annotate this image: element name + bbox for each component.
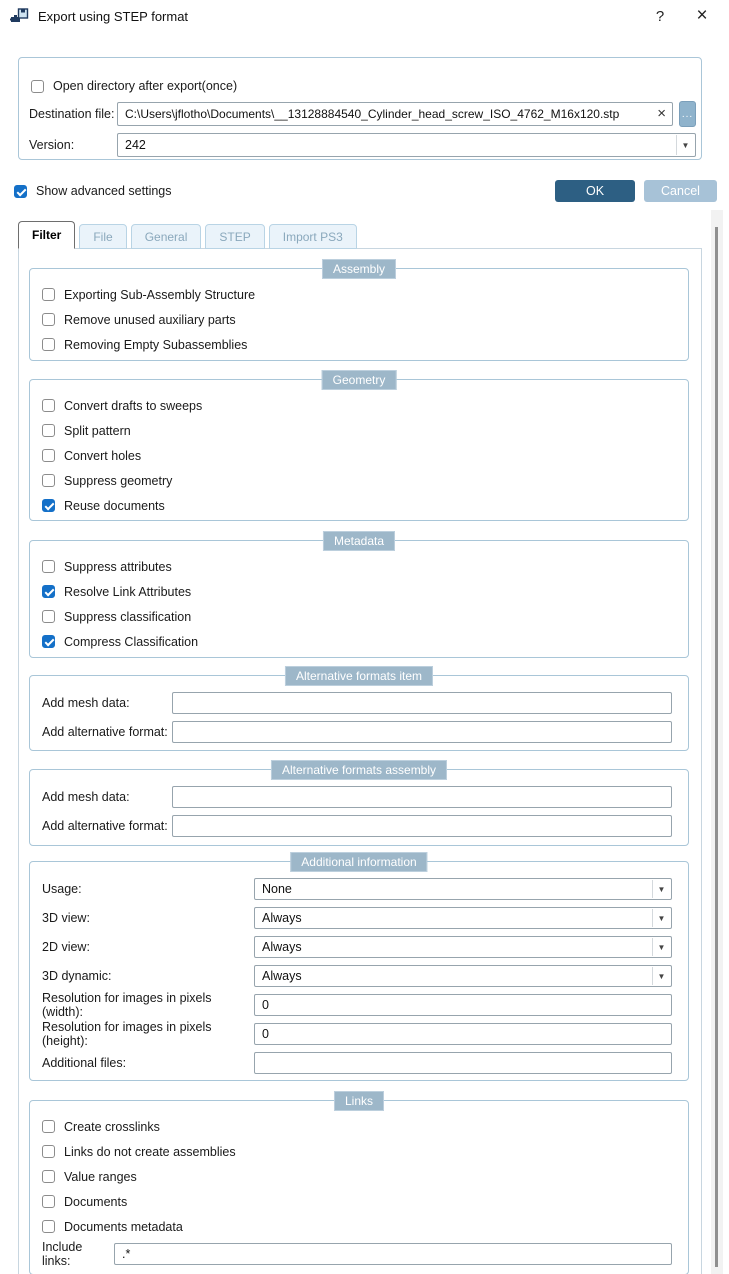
- version-row: [29, 133, 696, 157]
- close-icon[interactable]: ×: [696, 5, 708, 26]
- documents-checkbox[interactable]: [42, 1195, 55, 1208]
- checkbox-row: [42, 1195, 688, 1208]
- tab-step[interactable]: STEP: [205, 224, 264, 249]
- add-alternative-format-input[interactable]: [172, 721, 672, 743]
- checkbox-row: [42, 399, 688, 412]
- destination-file-input[interactable]: [117, 102, 673, 126]
- chevron-down-icon[interactable]: ▼: [652, 880, 670, 898]
- field-row: [42, 878, 672, 900]
- checkbox-label: Remove unused auxiliary parts: [64, 312, 236, 327]
- links-do-not-create-assemblies-checkbox[interactable]: [42, 1145, 55, 1158]
- scrollbar-thumb[interactable]: [715, 227, 718, 1267]
- 3d-dynamic-value: Always: [262, 969, 302, 983]
- 3d-view-value: Always: [262, 911, 302, 925]
- destination-file-label: Destination file:: [29, 107, 115, 121]
- vertical-scrollbar[interactable]: [711, 210, 723, 1274]
- reuse-documents-checkbox[interactable]: [42, 499, 55, 512]
- checkbox-label: Suppress attributes: [64, 559, 172, 574]
- help-button[interactable]: ?: [655, 7, 665, 25]
- resolve-link-attributes-checkbox[interactable]: [42, 585, 55, 598]
- tab-file[interactable]: File: [79, 224, 126, 249]
- links-group-title: Links: [334, 1091, 384, 1111]
- checkbox-label: Removing Empty Subassemblies: [64, 337, 248, 352]
- open-directory-row: [31, 79, 237, 93]
- checkbox-row: [42, 338, 688, 351]
- checkbox-label: Documents: [64, 1194, 128, 1209]
- cancel-button[interactable]: Cancel: [644, 180, 717, 202]
- open-directory-checkbox[interactable]: [31, 80, 44, 93]
- chevron-down-icon[interactable]: ▼: [652, 967, 670, 985]
- usage-combobox[interactable]: [254, 878, 672, 900]
- 3d-view-combobox[interactable]: [254, 907, 672, 929]
- window-title: Export using STEP format: [38, 8, 189, 24]
- title-bar: [0, 0, 729, 32]
- checkbox-label: Compress Classification: [64, 634, 199, 649]
- compress-classification-checkbox[interactable]: [42, 635, 55, 648]
- checkbox-row: [42, 585, 688, 598]
- export-step-icon: [10, 7, 30, 25]
- convert-drafts-to-sweeps-checkbox[interactable]: [42, 399, 55, 412]
- checkbox-label: Resolve Link Attributes: [64, 584, 192, 599]
- field-row: [42, 721, 672, 743]
- checkbox-row: [42, 610, 688, 623]
- create-crosslinks-checkbox[interactable]: [42, 1120, 55, 1133]
- add-alternative-format-label: Add alternative format:: [42, 725, 168, 739]
- destination-file-row: [29, 102, 696, 126]
- 2d-view-combobox[interactable]: [254, 936, 672, 958]
- checkbox-row: [42, 313, 688, 326]
- tab-general[interactable]: General: [131, 224, 202, 249]
- additional-files-input[interactable]: [254, 1052, 672, 1074]
- checkbox-row: [42, 635, 688, 648]
- add-mesh-data-input[interactable]: [172, 786, 672, 808]
- assembly-group-title: Assembly: [322, 259, 396, 279]
- field-row: [42, 815, 672, 837]
- metadata-group-title: Metadata: [323, 531, 395, 551]
- resolution-width-input[interactable]: [254, 994, 672, 1016]
- removing-empty-subassemblies-checkbox[interactable]: [42, 338, 55, 351]
- version-combobox[interactable]: [117, 133, 696, 157]
- alternative-formats-item-group: [29, 669, 689, 751]
- add-mesh-data-input[interactable]: [172, 692, 672, 714]
- checkbox-row: [42, 288, 688, 301]
- geometry-group-title: Geometry: [322, 370, 397, 390]
- exporting-sub-assembly-structure-checkbox[interactable]: [42, 288, 55, 301]
- checkbox-label: Suppress geometry: [64, 473, 173, 488]
- alternative-formats-item-title: Alternative formats item: [285, 666, 433, 686]
- show-advanced-settings-label: Show advanced settings: [36, 184, 172, 198]
- checkbox-row: [42, 1220, 688, 1233]
- checkbox-row: [42, 424, 688, 437]
- include-links-input[interactable]: [114, 1243, 672, 1265]
- checkbox-label: Value ranges: [64, 1169, 137, 1184]
- additional-files-label: Additional files:: [42, 1056, 127, 1070]
- remove-unused-auxiliary-parts-checkbox[interactable]: [42, 313, 55, 326]
- value-ranges-checkbox[interactable]: [42, 1170, 55, 1183]
- field-row: [42, 692, 672, 714]
- 3d-dynamic-combobox[interactable]: [254, 965, 672, 987]
- checkbox-row: [42, 449, 688, 462]
- add-mesh-data-label: Add mesh data:: [42, 790, 130, 804]
- checkbox-label: Reuse documents: [64, 498, 165, 513]
- 2d-view-label: 2D view:: [42, 940, 90, 954]
- usage-label: Usage:: [42, 882, 82, 896]
- documents-metadata-checkbox[interactable]: [42, 1220, 55, 1233]
- filter-tab-panel: [18, 248, 702, 1274]
- include-links-label: Include links:: [42, 1240, 83, 1268]
- 3d-view-label: 3D view:: [42, 911, 90, 925]
- field-row: [42, 1020, 672, 1048]
- links-group: [29, 1094, 689, 1274]
- usage-value: None: [262, 882, 292, 896]
- chevron-down-icon[interactable]: ▼: [652, 909, 670, 927]
- chevron-down-icon[interactable]: ▼: [652, 938, 670, 956]
- geometry-group: [29, 373, 689, 521]
- 2d-view-value: Always: [262, 940, 302, 954]
- checkbox-row: [42, 1120, 688, 1133]
- field-row: [42, 786, 672, 808]
- split-pattern-checkbox[interactable]: [42, 424, 55, 437]
- 3d-dynamic-label: 3D dynamic:: [42, 969, 112, 983]
- version-label: Version:: [29, 138, 75, 152]
- convert-holes-checkbox[interactable]: [42, 449, 55, 462]
- checkbox-label: Suppress classification: [64, 609, 192, 624]
- clear-input-icon[interactable]: ×: [657, 105, 666, 122]
- checkbox-row: [42, 499, 688, 512]
- checkbox-label: Create crosslinks: [64, 1119, 160, 1134]
- checkbox-label: Convert holes: [64, 448, 142, 463]
- open-directory-label: Open directory after export(once): [53, 79, 238, 93]
- browse-button[interactable]: ...: [679, 101, 696, 127]
- field-row: [42, 1052, 672, 1074]
- show-advanced-settings-checkbox[interactable]: [14, 185, 27, 198]
- checkbox-label: Exporting Sub-Assembly Structure: [64, 287, 256, 302]
- additional-information-group: [29, 855, 689, 1081]
- checkbox-label: Links do not create assemblies: [64, 1144, 236, 1159]
- checkbox-row: [42, 560, 688, 573]
- ok-button[interactable]: OK: [555, 180, 635, 202]
- additional-information-title: Additional information: [290, 852, 427, 872]
- destination-group: [18, 57, 702, 160]
- checkbox-row: [42, 474, 688, 487]
- show-advanced-settings-row: [14, 184, 172, 198]
- resolution-height-input[interactable]: [254, 1023, 672, 1045]
- resolution-width-label: Resolution for images in pixels (width):: [42, 991, 212, 1019]
- chevron-down-icon[interactable]: ▼: [676, 135, 694, 155]
- suppress-classification-checkbox[interactable]: [42, 610, 55, 623]
- add-alternative-format-input[interactable]: [172, 815, 672, 837]
- add-alternative-format-label: Add alternative format:: [42, 819, 168, 833]
- alternative-formats-assembly-title: Alternative formats assembly: [271, 760, 447, 780]
- checkbox-label: Split pattern: [64, 423, 131, 438]
- field-row: [42, 965, 672, 987]
- tab-import-ps3[interactable]: Import PS3: [269, 224, 357, 249]
- alternative-formats-assembly-group: [29, 763, 689, 846]
- field-row: [42, 991, 672, 1019]
- assembly-group: [29, 262, 689, 361]
- tab-bar: [18, 221, 357, 249]
- checkbox-row: [42, 1170, 688, 1183]
- checkbox-label: Documents metadata: [64, 1219, 183, 1234]
- add-mesh-data-label: Add mesh data:: [42, 696, 130, 710]
- version-value: 242: [125, 138, 146, 152]
- suppress-attributes-checkbox[interactable]: [42, 560, 55, 573]
- resolution-height-label: Resolution for images in pixels (height):: [42, 1020, 212, 1048]
- metadata-group: [29, 534, 689, 658]
- checkbox-row: [42, 1145, 688, 1158]
- suppress-geometry-checkbox[interactable]: [42, 474, 55, 487]
- tab-filter[interactable]: Filter: [18, 221, 75, 249]
- include-links-row: [30, 1240, 688, 1268]
- field-row: [42, 936, 672, 958]
- checkbox-label: Convert drafts to sweeps: [64, 398, 203, 413]
- field-row: [42, 907, 672, 929]
